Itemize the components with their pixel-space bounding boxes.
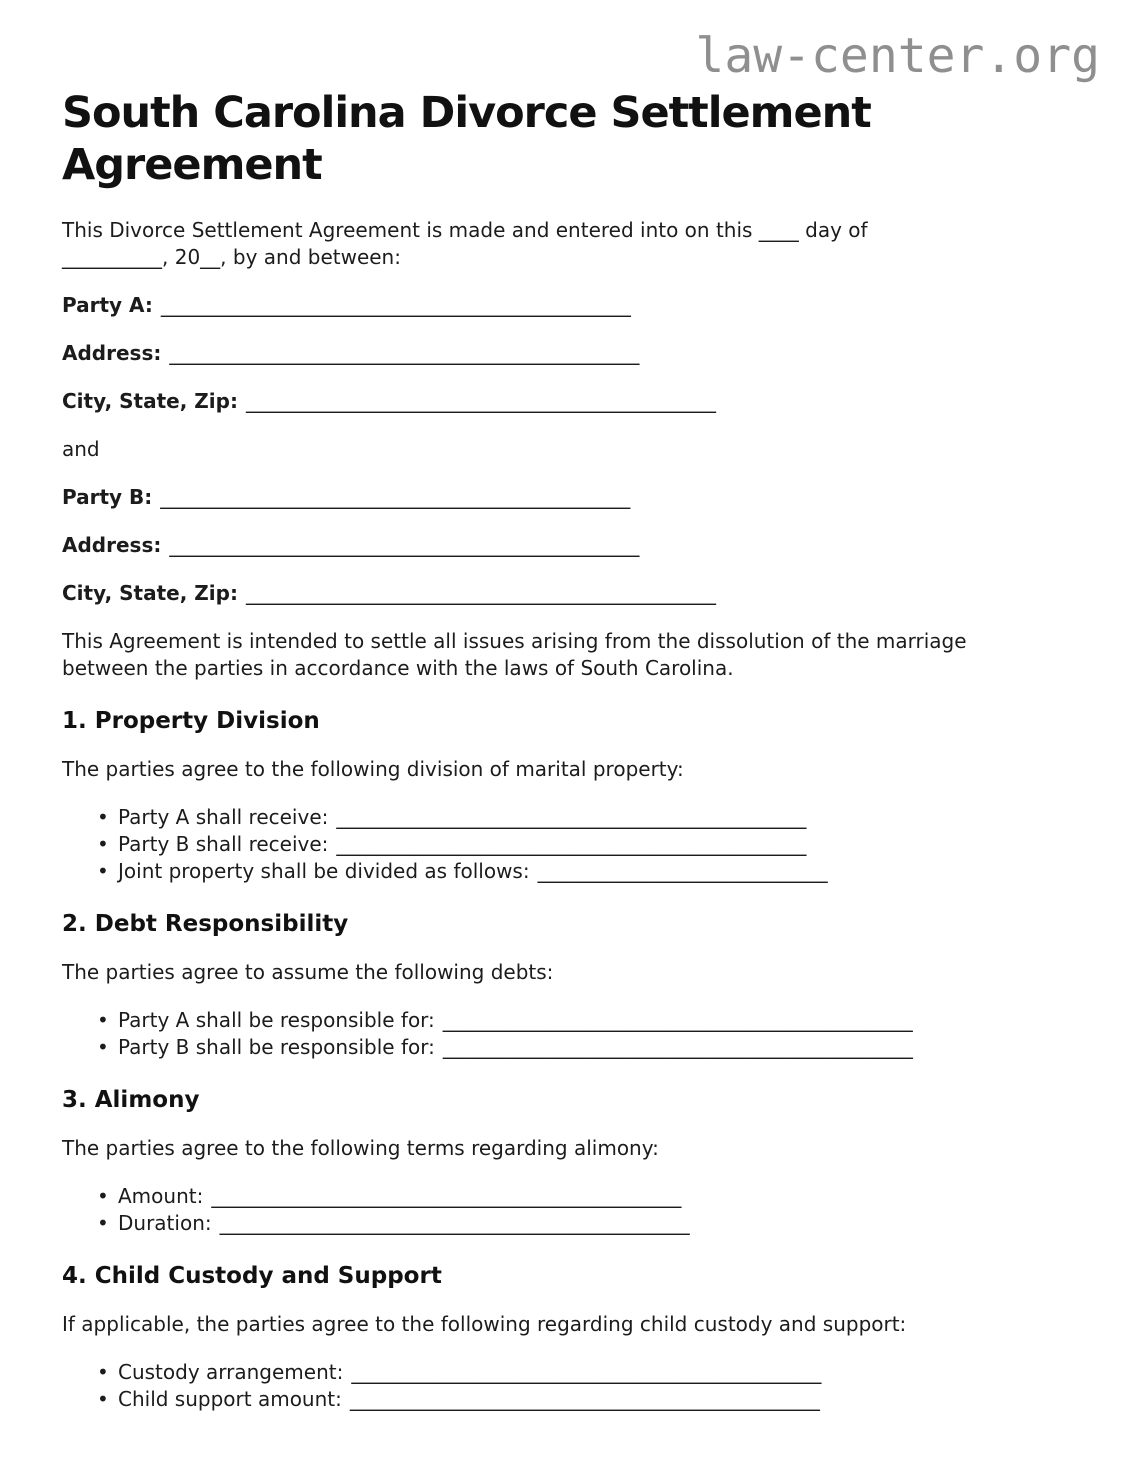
section-heading-alimony: 3. Alimony xyxy=(62,1087,200,1113)
party-a-city-state-zip-label: City, State, Zip: xyxy=(62,389,238,413)
bullet-label: Duration: xyxy=(118,1211,212,1235)
party-b-city-state-zip-row xyxy=(62,580,1072,607)
purpose-line-2: between the parties in accordance with the laws of South Carolina. xyxy=(62,656,734,680)
and-connector: and xyxy=(62,437,100,461)
party-a-name-row xyxy=(62,292,1072,319)
party-b-address-label: Address: xyxy=(62,533,162,557)
bullet-label: Party A shall receive: xyxy=(118,805,329,829)
child-custody-intro: If applicable, the parties agree to the following regarding child custody and support: xyxy=(62,1312,907,1336)
blank-line: _______________________________________________ xyxy=(442,1008,913,1032)
purpose-line-1: This Agreement is intended to settle all issues arising from the dissolution of the marriage xyxy=(62,629,967,653)
blank-line: _____________________________ xyxy=(537,859,828,883)
list-item xyxy=(118,1210,1100,1237)
bullet-label: Joint property shall be divided as follows: xyxy=(118,859,530,883)
bullet-label: Party A shall be responsible for: xyxy=(118,1008,435,1032)
blank-line: _______________________________________________ xyxy=(219,1211,690,1235)
list-item xyxy=(118,831,1100,858)
bullet-label: Party B shall be responsible for: xyxy=(118,1035,435,1059)
debt-responsibility-intro: The parties agree to assume the following debts: xyxy=(62,960,554,984)
page-title: South Carolina Divorce Settlement Agreement xyxy=(62,88,871,190)
bullet-label: Child support amount: xyxy=(118,1387,342,1411)
party-b-address-blank-line: _______________________________________________ xyxy=(169,533,640,557)
blank-line: _______________________________________________ xyxy=(336,805,807,829)
party-a-label: Party A: xyxy=(62,293,153,317)
party-b-name-row xyxy=(62,484,1072,511)
purpose-paragraph xyxy=(62,628,1072,682)
child-custody-list xyxy=(62,1359,1100,1413)
debt-responsibility-list xyxy=(62,1007,1100,1061)
blank-line: _______________________________________________ xyxy=(336,832,807,856)
alimony-list xyxy=(62,1183,1100,1237)
property-division-intro: The parties agree to the following division of marital property: xyxy=(62,757,684,781)
list-item xyxy=(118,1007,1100,1034)
intro-line-1: This Divorce Settlement Agreement is made and entered into on this ____ day of xyxy=(62,218,868,242)
party-b-label: Party B: xyxy=(62,485,153,509)
party-a-blank-line: _______________________________________________ xyxy=(160,293,631,317)
party-a-address-label: Address: xyxy=(62,341,162,365)
party-a-city-state-zip-row xyxy=(62,388,1072,415)
list-item xyxy=(118,1034,1100,1061)
blank-line: _______________________________________________ xyxy=(442,1035,913,1059)
blank-line: _______________________________________________ xyxy=(351,1360,822,1384)
section-heading-debt-responsibility: 2. Debt Responsibility xyxy=(62,911,349,937)
section-heading-property-division: 1. Property Division xyxy=(62,708,320,734)
party-a-address-row xyxy=(62,340,1072,367)
intro-line-2: __________, 20__, by and between: xyxy=(62,245,401,269)
party-b-city-state-zip-label: City, State, Zip: xyxy=(62,581,238,605)
section-heading-child-custody-support: 4. Child Custody and Support xyxy=(62,1263,442,1289)
bullet-label: Custody arrangement: xyxy=(118,1360,344,1384)
blank-line: _______________________________________________ xyxy=(349,1387,820,1411)
list-item xyxy=(118,1183,1100,1210)
site-logo: law-center.org xyxy=(695,28,1100,84)
bullet-label: Party B shall receive: xyxy=(118,832,329,856)
blank-line: _______________________________________________ xyxy=(211,1184,682,1208)
party-a-address-blank-line: _______________________________________________ xyxy=(169,341,640,365)
party-a-city-state-zip-blank-line: _______________________________________________ xyxy=(245,389,716,413)
party-b-address-row xyxy=(62,532,1072,559)
list-item xyxy=(118,1386,1100,1413)
list-item xyxy=(118,858,1100,885)
bullet-label: Amount: xyxy=(118,1184,204,1208)
party-b-blank-line: _______________________________________________ xyxy=(160,485,631,509)
intro-paragraph xyxy=(62,217,1072,271)
list-item xyxy=(118,804,1100,831)
alimony-intro: The parties agree to the following terms regarding alimony: xyxy=(62,1136,659,1160)
property-division-list xyxy=(62,804,1100,885)
list-item xyxy=(118,1359,1100,1386)
party-b-city-state-zip-blank-line: _______________________________________________ xyxy=(245,581,716,605)
